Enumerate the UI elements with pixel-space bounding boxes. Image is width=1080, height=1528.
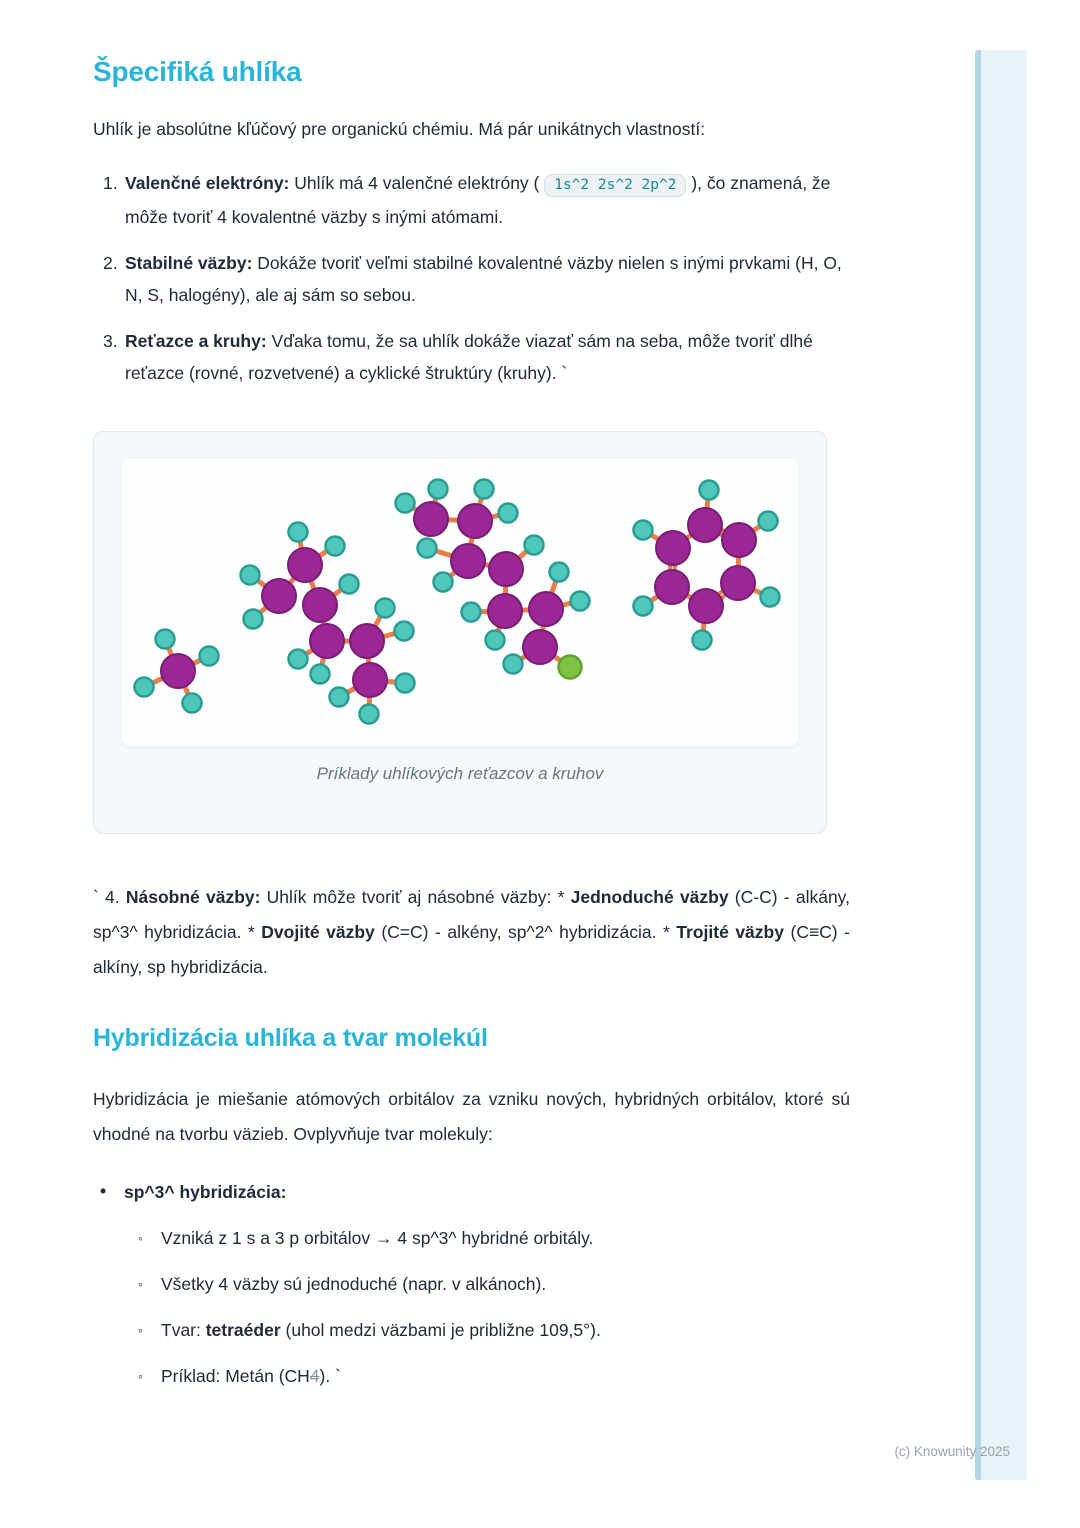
hydrogen-atom bbox=[241, 566, 260, 585]
carbon-atom bbox=[688, 508, 722, 542]
sub-bullet-item bbox=[93, 1363, 850, 1390]
hydrogen-atom bbox=[244, 610, 263, 629]
sub-bullet-item bbox=[93, 1225, 850, 1252]
hydrogen-atom bbox=[571, 592, 590, 611]
bullet-marker: • bbox=[100, 1181, 107, 1201]
strikethrough-text: 4 bbox=[309, 1366, 320, 1386]
item-number: 1. bbox=[103, 173, 118, 193]
hydrogen-atom bbox=[486, 631, 505, 650]
hydrogen-atom bbox=[434, 573, 453, 592]
sub-bullet-marker: ◦ bbox=[138, 1276, 143, 1292]
right-highlight-stripe bbox=[975, 50, 1027, 1480]
copyright-text: (c) Knowunity 2025 bbox=[894, 1444, 1010, 1459]
carbon-atom bbox=[310, 624, 344, 658]
sub-bullet-item bbox=[93, 1271, 850, 1298]
hydrogen-atom bbox=[700, 481, 719, 500]
hydrogen-atom bbox=[462, 603, 481, 622]
hydrogen-atom bbox=[340, 575, 359, 594]
carbon-atom bbox=[353, 663, 387, 697]
bold-text: Valenčné elektróny: bbox=[125, 173, 295, 193]
page-title: Špecifiká uhlíka bbox=[93, 56, 302, 87]
hydrogen-atom bbox=[634, 521, 653, 540]
text-segment: (C=C) - alkény, sp^2^ hybridizácia. * bbox=[374, 922, 677, 942]
bold-text: Dvojité väzby bbox=[261, 922, 375, 942]
hydrogen-atom bbox=[330, 688, 349, 707]
text-segment: ). ` bbox=[319, 1366, 341, 1386]
sub-bullet-container bbox=[93, 1225, 850, 1390]
hydrogen-atom bbox=[634, 597, 653, 616]
hydrogen-atom bbox=[376, 599, 395, 618]
text-segment: Tvar: bbox=[161, 1320, 206, 1340]
text-segment: (C-C) - alkány, sp^3^ hybridizácia. * bbox=[93, 887, 850, 942]
carbon-atom bbox=[414, 502, 448, 536]
text-segment: ` 4. bbox=[93, 887, 126, 907]
sub-bullet-marker: ◦ bbox=[138, 1322, 143, 1338]
ring-molecule bbox=[634, 481, 780, 650]
hydrogen-atom bbox=[429, 480, 448, 499]
sub-bullet-marker: ◦ bbox=[138, 1368, 143, 1384]
text-segment: Uhlík má 4 valenčné elektróny ( bbox=[294, 173, 545, 193]
text-segment: (uhol medzi väzbami je približne 109,5°). bbox=[280, 1320, 601, 1340]
text-segment: (C≡C) - alkíny, sp hybridizácia. bbox=[93, 922, 850, 977]
item-number: 3. bbox=[103, 331, 118, 351]
hydrogen-atom bbox=[759, 512, 778, 531]
section-title-hybridization: Hybridizácia uhlíka a tvar molekúl bbox=[93, 1024, 488, 1052]
hydrogen-atom bbox=[200, 647, 219, 666]
text-segment: Vďaka tomu, že sa uhlík dokáže viazať sám na seba, môže tvoriť dlhé reťazce (rovné, rozvetvené) a cyklické štruktúry (kruhy). ` bbox=[125, 331, 813, 383]
sub-bullet-marker: ◦ bbox=[138, 1230, 143, 1246]
chain-with-substituent-molecule bbox=[396, 480, 590, 679]
methane-molecule bbox=[135, 630, 219, 713]
substituent-atom bbox=[559, 656, 582, 679]
item-number: 2. bbox=[103, 253, 118, 273]
hydrogen-atom bbox=[761, 588, 780, 607]
hydrogen-atom bbox=[156, 630, 175, 649]
code-chip: 1s^2 2s^2 2p^2 bbox=[544, 174, 686, 197]
hydrogen-atom bbox=[360, 705, 379, 724]
bold-text: Stabilné väzby: bbox=[125, 253, 258, 273]
carbon-atom bbox=[655, 570, 689, 604]
text-segment: Vzniká z 1 s a 3 p orbitálov → 4 sp^3^ hybridné orbitály. bbox=[161, 1228, 594, 1248]
bullet-item-label: sp^3^ hybridizácia: bbox=[124, 1182, 287, 1202]
hydrogen-atom bbox=[475, 480, 494, 499]
hydrogen-atom bbox=[395, 622, 414, 641]
bold-text: tetraéder bbox=[205, 1320, 281, 1340]
hydrogen-atom bbox=[418, 539, 437, 558]
illustration-card bbox=[93, 431, 827, 834]
carbon-atom bbox=[488, 594, 522, 628]
hydrogen-atom bbox=[499, 504, 518, 523]
carbon-atom bbox=[262, 579, 296, 613]
carbon-atom bbox=[350, 624, 384, 658]
text-segment: Uhlík môže tvoriť aj násobné väzby: * bbox=[266, 887, 571, 907]
bullet-item-sp3 bbox=[93, 1178, 850, 1206]
intro-paragraph: Uhlík je absolútne kľúčový pre organickú chémiu. Má pár unikátnych vlastností: bbox=[93, 119, 706, 139]
bold-text: Reťazce a kruhy: bbox=[125, 331, 272, 351]
hybridization-paragraph: Hybridizácia je miešanie atómových orbitálov za vzniku nových, hybridných orbitálov, ktoré sú vhodné na tvorbu väzieb. Ovplyvňuje tvar molekuly: bbox=[93, 1089, 850, 1144]
hydrogen-atom bbox=[311, 665, 330, 684]
bold-text: Násobné väzby: bbox=[125, 887, 267, 907]
sub-bullet-item bbox=[93, 1317, 850, 1344]
illustration-caption: Príklady uhlíkových reťazcov a kruhov bbox=[316, 764, 604, 783]
hydrogen-atom bbox=[183, 694, 202, 713]
branched-chain-molecule bbox=[241, 523, 415, 724]
carbon-atom bbox=[523, 630, 557, 664]
hydrogen-atom bbox=[396, 494, 415, 513]
text-segment: Všetky 4 väzby sú jednoduché (napr. v alkánoch). bbox=[161, 1274, 547, 1294]
numbered-list bbox=[93, 167, 850, 389]
bullet-list bbox=[93, 1178, 850, 1390]
carbon-atom bbox=[689, 589, 723, 623]
carbon-atom bbox=[529, 592, 563, 626]
carbon-atom bbox=[721, 566, 755, 600]
carbon-atom bbox=[161, 654, 195, 688]
multiple-bonds-paragraph bbox=[93, 880, 850, 985]
hydrogen-atom bbox=[289, 650, 308, 669]
carbon-atom bbox=[458, 504, 492, 538]
hydrogen-atom bbox=[326, 537, 345, 556]
hydrogen-atom bbox=[525, 536, 544, 555]
text-segment: ), čo znamená, že môže tvoriť 4 kovalentné väzby s inými atómami. bbox=[125, 173, 831, 227]
list-item bbox=[93, 167, 850, 233]
carbon-atom bbox=[489, 552, 523, 586]
hydrogen-atom bbox=[289, 523, 308, 542]
molecule-canvas bbox=[122, 459, 798, 746]
carbon-atom bbox=[288, 548, 322, 582]
carbon-atom bbox=[451, 544, 485, 578]
list-item bbox=[93, 247, 850, 311]
hydrogen-atom bbox=[550, 563, 569, 582]
text-segment: Dokáže tvoriť veľmi stabilné kovalentné väzby nielen s inými prvkami (H, O, N, S, halogény), ale aj sám so sebou. bbox=[125, 253, 842, 305]
hydrogen-atom bbox=[504, 655, 523, 674]
carbon-atom bbox=[303, 588, 337, 622]
note-content bbox=[93, 0, 850, 1390]
list-item bbox=[93, 325, 850, 389]
text-segment: Príklad: Metán (CH bbox=[161, 1366, 310, 1386]
carbon-atom bbox=[722, 523, 756, 557]
hydrogen-atom bbox=[396, 674, 415, 693]
carbon-atom bbox=[656, 531, 690, 565]
bold-text: Jednoduché väzby bbox=[570, 887, 729, 907]
bold-text: Trojité väzby bbox=[676, 922, 784, 942]
hydrogen-atom bbox=[693, 631, 712, 650]
illustration-panel bbox=[122, 459, 798, 746]
hydrogen-atom bbox=[135, 678, 154, 697]
